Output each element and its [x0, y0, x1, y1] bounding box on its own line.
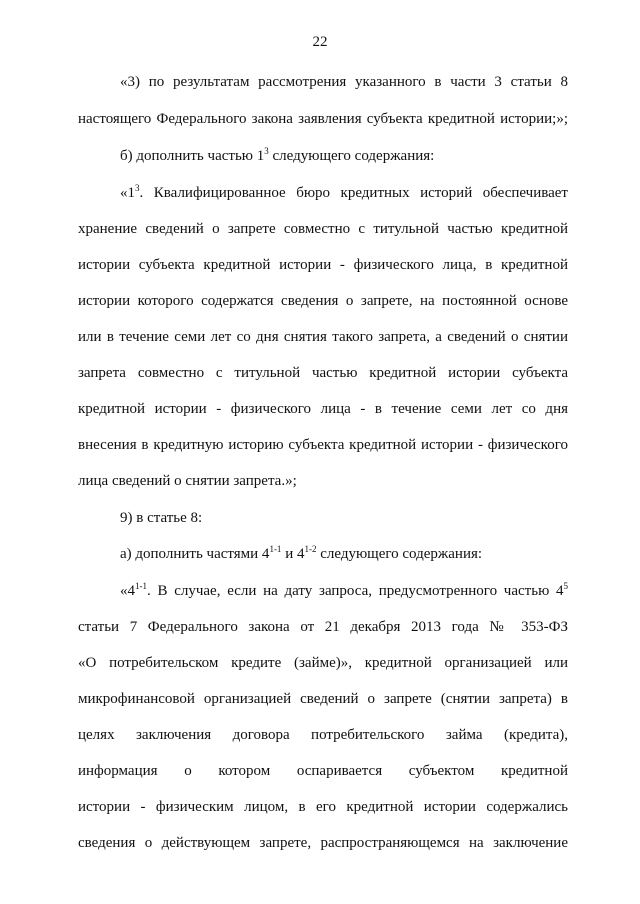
text-line: истории субъекта кредитной истории - физического лица, в кредитной — [78, 257, 568, 273]
superscript: 3 — [135, 183, 140, 193]
text-line: статьи 7 Федерального закона от 21 декабря 2013 года № 353-ФЗ — [78, 619, 568, 635]
text-fragment: . Квалифицированное бюро кредитных историй обеспечивает — [139, 185, 568, 201]
text-line: сведения о действующем запрете, распространяющемся на заключение — [78, 835, 568, 851]
text-fragment: «4 — [120, 583, 135, 599]
text-line: кредитной истории - физического лица - в течение семи лет со дня — [78, 401, 568, 417]
text-fragment: «1 — [120, 185, 135, 201]
text-line: «О потребительском кредите (займе)», кредитной организацией или — [78, 655, 568, 671]
text-fragment: и 4 — [281, 546, 305, 562]
text-line — [120, 544, 482, 564]
page-number: 22 — [312, 34, 328, 50]
text-line: истории - физическим лицом, в его кредитной истории содержались — [78, 799, 568, 815]
text-line: настоящего Федерального закона заявления субъекта кредитной истории;»; — [78, 111, 568, 127]
superscript: 1-1 — [135, 581, 147, 591]
text-line: информация о котором оспаривается субъектом кредитной — [78, 763, 568, 779]
text-fragment: следующего содержания: — [268, 148, 435, 164]
superscript: 1-1 — [269, 544, 282, 554]
text-line: хранение сведений о запрете совместно с титульной частью кредитной — [78, 221, 568, 237]
text-line: микрофинансовой организацией сведений о запрете (снятии запрета) в — [78, 691, 568, 707]
superscript: 1-2 — [304, 544, 317, 554]
superscript: 3 — [264, 146, 269, 156]
text-line: истории которого содержатся сведения о запрете, на постоянной основе — [78, 293, 568, 309]
text-line: 9) в статье 8: — [120, 510, 203, 526]
text-fragment: . В случае, если на дату запроса, предусмотренного частью 4 — [147, 583, 564, 599]
text-fragment: б) дополнить частью 1 — [120, 148, 265, 164]
text-line: или в течение семи лет со дня снятия такого запрета, а сведений о снятии — [78, 329, 568, 345]
text-line: лица сведений о снятии запрета.»; — [78, 473, 297, 489]
text-line — [120, 146, 434, 166]
text-line — [120, 183, 568, 203]
text-line: «3) по результатам рассмотрения указанного в части 3 статьи 8 — [120, 74, 568, 90]
text-fragment: следующего содержания: — [316, 546, 483, 562]
text-line: внесения в кредитную историю субъекта кредитной истории - физического — [78, 437, 568, 453]
text-fragment: а) дополнить частями 4 — [120, 546, 270, 562]
superscript: 5 — [563, 581, 568, 591]
text-line: целях заключения договора потребительского займа (кредита), — [78, 727, 568, 743]
text-line: запрета совместно с титульной частью кредитной истории субъекта — [78, 365, 568, 381]
text-line — [120, 581, 568, 601]
